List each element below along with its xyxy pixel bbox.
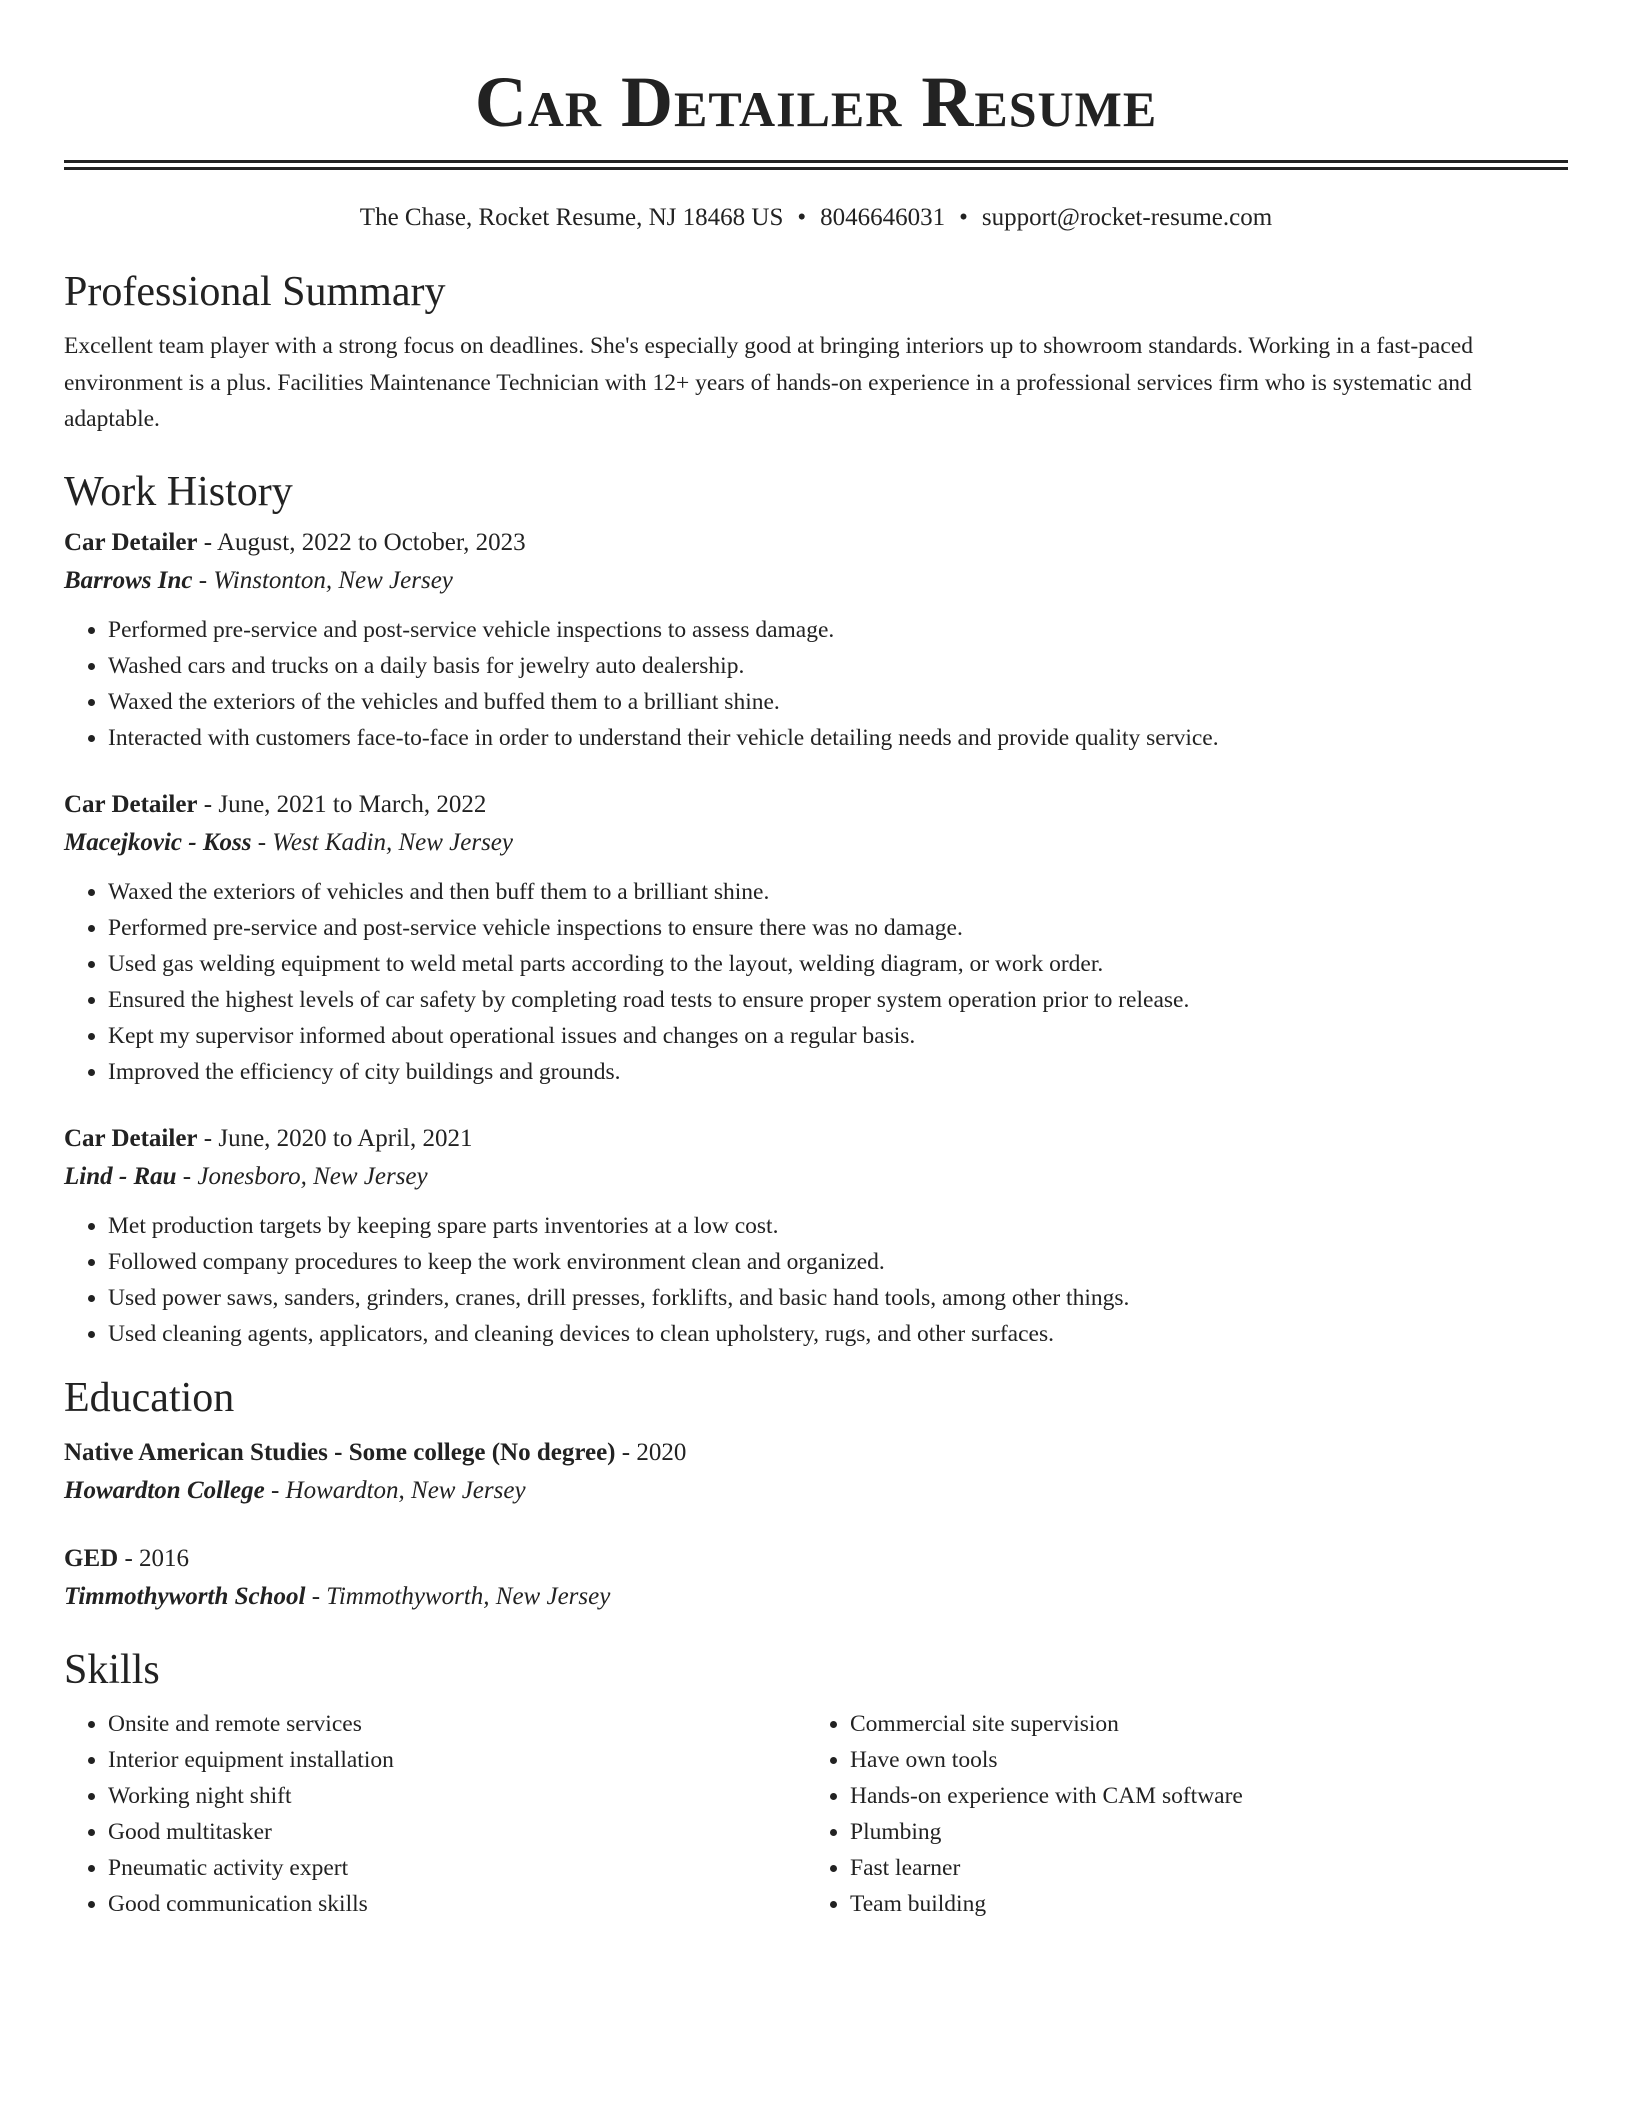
education-degree: GED — [64, 1544, 119, 1572]
list-item: • Pneumatic activity expert — [108, 1850, 806, 1886]
education-heading: Education — [64, 1374, 235, 1421]
list-item: • Waxed the exteriors of the vehicles and buffed them to a brilliant shine. — [108, 684, 1568, 720]
list-item: • Have own tools — [850, 1742, 1548, 1778]
job-title-line — [64, 524, 1568, 562]
list-item: • Fast learner — [850, 1850, 1548, 1886]
education-school: Howardton College — [64, 1476, 265, 1504]
contact-email: support@rocket-resume.com — [981, 204, 1273, 231]
job-entry — [64, 786, 1568, 1090]
job-title-line — [64, 1120, 1568, 1158]
list-item: • Performed pre-service and post-service vehicle inspections to assess damage. — [108, 612, 1568, 648]
job-title: Car Detailer — [64, 1124, 198, 1152]
resume-title: Car Detailer Resume — [474, 62, 1158, 142]
education-entry — [64, 1434, 1568, 1510]
list-item: • Used gas welding equipment to weld metal parts according to the layout, welding diagram, or work order. — [108, 946, 1568, 982]
education-location: - Howardton, New Jersey — [270, 1476, 526, 1504]
education-location: - Timmothyworth, New Jersey — [311, 1582, 611, 1610]
contact-separator: • — [959, 204, 968, 231]
job-company: Barrows Inc — [64, 566, 193, 594]
list-item: • Used power saws, sanders, grinders, cranes, drill presses, forklifts, and basic hand tools, among other things. — [108, 1280, 1568, 1316]
job-location: - West Kadin, New Jersey — [257, 828, 514, 856]
contact-line — [64, 202, 1568, 234]
job-entry — [64, 524, 1568, 756]
list-item: • Plumbing — [850, 1814, 1548, 1850]
list-item: • Followed company procedures to keep the work environment clean and organized. — [108, 1244, 1568, 1280]
education-year: - 2016 — [124, 1544, 190, 1572]
job-company-line — [64, 1158, 1568, 1196]
list-item: • Interacted with customers face-to-face in order to understand their vehicle detailing needs and provide quality service. — [108, 720, 1568, 756]
job-title: Car Detailer — [64, 528, 198, 556]
list-item: • Team building — [850, 1886, 1548, 1922]
job-entry — [64, 1120, 1568, 1352]
job-company: Macejkovic - Koss — [64, 828, 252, 856]
education-degree-line — [64, 1434, 1568, 1472]
list-item: • Good communication skills — [108, 1886, 806, 1922]
list-item: • Working night shift — [108, 1778, 806, 1814]
title-double-rule — [64, 160, 1568, 170]
list-item: • Onsite and remote services — [108, 1706, 806, 1742]
job-title-line — [64, 786, 1568, 824]
education-entry — [64, 1540, 1568, 1616]
list-item: • Used cleaning agents, applicators, and cleaning devices to clean upholstery, rugs, and other surfaces. — [108, 1316, 1568, 1352]
list-item: • Washed cars and trucks on a daily basis for jewelry auto dealership. — [108, 648, 1568, 684]
job-company: Lind - Rau — [64, 1162, 177, 1190]
list-item: • Ensured the highest levels of car safety by completing road tests to ensure proper system operation prior to release. — [108, 982, 1568, 1018]
skills-grid — [64, 1706, 1568, 1922]
education-degree-line — [64, 1540, 1568, 1578]
contact-address: The Chase, Rocket Resume, NJ 18468 US — [359, 204, 784, 231]
education-school: Timmothyworth School — [64, 1582, 306, 1610]
work-history-heading: Work History — [64, 468, 293, 515]
summary-text: Excellent team player with a strong focus on deadlines. She's especially good at bringing interiors up to showroom standards. Working in a fast-paced environment is a plus. Facilities Maintenance Technician with 12+ years of hands-on experience in a professional services firm who is systematic and adaptable. — [64, 333, 1473, 432]
skills-column-left — [64, 1706, 806, 1922]
list-item: • Performed pre-service and post-service vehicle inspections to ensure there was no damage. — [108, 910, 1568, 946]
job-bullets — [64, 1208, 1568, 1352]
list-item: • Commercial site supervision — [850, 1706, 1548, 1742]
education-degree: Native American Studies - Some college (No degree) — [64, 1438, 616, 1466]
education-school-line — [64, 1578, 1568, 1616]
contact-phone: 8046646031 — [820, 204, 946, 231]
job-location: - Jonesboro, New Jersey — [182, 1162, 428, 1190]
job-bullets — [64, 612, 1568, 756]
job-dates: - June, 2021 to March, 2022 — [203, 790, 487, 818]
list-item: • Hands-on experience with CAM software — [850, 1778, 1548, 1814]
list-item: • Met production targets by keeping spare parts inventories at a low cost. — [108, 1208, 1568, 1244]
education-year: - 2020 — [621, 1438, 687, 1466]
job-company-line — [64, 824, 1568, 862]
list-item: • Interior equipment installation — [108, 1742, 806, 1778]
job-company-line — [64, 562, 1568, 600]
job-dates: - June, 2020 to April, 2021 — [203, 1124, 473, 1152]
list-item: • Waxed the exteriors of vehicles and then buff them to a brilliant shine. — [108, 874, 1568, 910]
job-title: Car Detailer — [64, 790, 198, 818]
job-location: - Winstonton, New Jersey — [198, 566, 453, 594]
list-item: • Kept my supervisor informed about operational issues and changes on a regular basis. — [108, 1018, 1568, 1054]
list-item: • Improved the efficiency of city buildings and grounds. — [108, 1054, 1568, 1090]
summary-heading: Professional Summary — [64, 269, 446, 315]
job-bullets — [64, 874, 1568, 1090]
skills-column-right — [806, 1706, 1548, 1922]
skills-heading: Skills — [64, 1646, 160, 1693]
contact-separator: • — [797, 204, 807, 231]
job-dates: - August, 2022 to October, 2023 — [203, 528, 526, 556]
list-item: • Good multitasker — [108, 1814, 806, 1850]
education-school-line — [64, 1472, 1568, 1510]
